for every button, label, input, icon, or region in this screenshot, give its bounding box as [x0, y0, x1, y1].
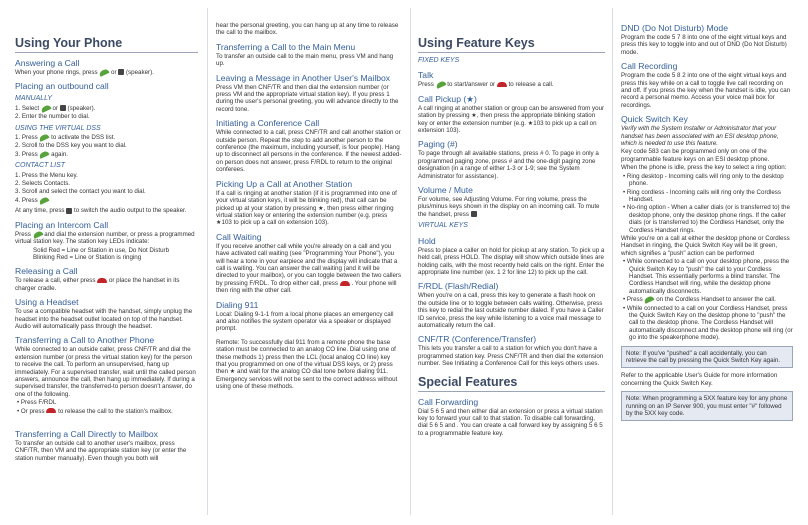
column-4 [621, 22, 793, 425]
talk-text: Press to start/answer or to release a call. [418, 81, 554, 89]
intercom-text: Press and dial the extension number, or press a programmed virtual station key. The station key LEDs indicate: [15, 230, 195, 246]
leaving-message-text: Press VM then CNF/TR and then dial the extension number (or press VM and the appropriate virtual station key). If you press 1 during the user's personal greeting, you will advance directly to the record tone. [216, 83, 399, 113]
call-recording-text: Program the code 5 8 2 into one of the eight virtual keys and press this key while on a call to toggle live call recording on and off. If you press the key when the handset is idle, you can record a personal memo. Access your voice mail box for recordings. [621, 72, 791, 109]
conference-text: While connected to a call, press CNF/TR and call another station or outside person. Repeat the step to add another person to the conference (the maximum, including yourself, is four people). Hang up to disconnect all persons in the conference. If the newest added-on person does not answer, press F/RDL to return to the original conferees. [216, 129, 402, 174]
subheading-contact-list: CONTACT LIST [15, 162, 66, 170]
subheading-virtual-dss: USING THE VIRTUAL DSS [15, 124, 101, 132]
quick-switch-push-to-cordless: • While connected to a call on your desktop phone, press the Quick Switch Key to "push" the call to your Cordless Handset. This essentially performs a blind transfer. The Cordless Handset will ring, while the desktop phone automatically disconnects. [621, 258, 793, 295]
heading-leaving-message: Leaving a Message in Another User's Mailbox [216, 72, 391, 83]
dss-step-3: 3. Press again. [15, 150, 69, 158]
heading-paging: Paging (#) [418, 139, 458, 150]
section-title-special-features: Special Features [418, 374, 518, 389]
mute-icon [471, 211, 477, 217]
dialing-911-local: Local: Dialing 9-1-1 from a local phone places an emergency call and also notifies the system operator via a speaker or displayed prompt. [216, 310, 394, 333]
quick-switch-ring-cordless: • Ring cordless - Incoming calls will ring only the Cordless Handset. [621, 189, 793, 204]
quick-switch-answer: • Press on the Cordless Handset to answer the call. [621, 296, 793, 303]
subheading-manually: MANUALLY [15, 95, 53, 103]
heading-dnd: DND (Do Not Disturb) Mode [621, 23, 728, 33]
talk-icon [39, 133, 50, 142]
led-blinking-red: Blinking Red = Line or Station is ringing [33, 253, 142, 261]
led-solid-red: Solid Red = Line or Station in use, Do Not Disturb [33, 246, 170, 254]
contact-step-3: 3. Scroll and select the contact you want to dial. [15, 188, 146, 196]
quick-switch-idle: When the phone is idle, press the key to select a ring option: [621, 164, 787, 172]
column-divider [410, 8, 411, 515]
heading-call-recording: Call Recording [621, 61, 678, 72]
talk-icon [99, 68, 110, 77]
call-waiting-text: If you receive another call while you're already on a call and you have activated call waiting (see "Programming Your Phone"), you will hear a tone in your earpiece and the display will indicate that a call is waiting. You can answer the call waiting (and it will be directed to your mailbox), or you can toggle between the two callers by pressing F/RDL. To drop either call, press . Your phone will then ring with the other call. [216, 242, 402, 295]
section-title-using-your-phone: Using Your Phone [15, 36, 123, 50]
heading-releasing: Releasing a Call [15, 266, 78, 277]
talk-icon [39, 150, 50, 159]
note-ip-server-900: Note: When programming a 5XX feature key for any phone running on an IP Server 900, you must enter "#" followed by the 5XX key code. [621, 391, 793, 421]
column-divider [207, 8, 208, 515]
end-call-icon [497, 82, 507, 87]
quick-switch-no-ring: • No-ring option - When a caller dials (or is transferred to) the desktop phone, only the desktop phone rings. If the caller dials (or is transferred to) the Cordless Handset, only the Cordless Handset rings. [621, 204, 793, 234]
releasing-text: To release a call, either press or place the handset in its charger cradle. [15, 277, 180, 292]
quick-switch-while: While you're on a call at either the desktop phone or Cordless Handset in ringing, the Quick Switch Key will be lit green, which signifies a "push" action can be performed [621, 234, 790, 257]
transfer-bullet-frdl: • Press F/RDL [15, 399, 198, 406]
quick-switch-push-to-desktop: • While connected to a call on your Cordless Handset, press the Quick Switch Key on the desktop phone to "push" the call to the desktop phone. The Cordless Handset will automatically disconnect and the desktop phone will ring (or go into the speakerphone mode). [621, 305, 793, 342]
speaker-icon [66, 208, 72, 214]
hold-text: Press to place a caller on hold for pickup at any station. To pick up a held call, press HOLD. The display will show which outside lines are holding calls, with the most recently held calls on the right. Enter the appropriate line number (ex. 1 2 for line 12) to pick up the call. [418, 246, 605, 276]
dss-step-2: 2. Scroll to the DSS key you want to dial. [15, 142, 127, 150]
dnd-text: Program the code 5 7 8 into one of the eight virtual keys and press this key to toggle into and out of DND (Do Not Disturb) mode. [621, 34, 787, 56]
paging-text: To page through all available stations, press # 0. To page in only a programmed paging zone, press # and the one-digit paging zone designation (in a range of either 1-3 or 1-9; see the System Administrator for assistance). [418, 150, 599, 180]
contact-step-2: 2. Selects Contacts. [15, 180, 71, 188]
heading-call-forwarding: Call Forwarding [418, 396, 479, 407]
pickup-another-text: If a call is ringing at another station (if it is programmed into one of your virtual station keys, it will be blinking red), that call can be picked up at your station by pressing ★, then press either ringing virtual station key or entering the extension number (e.g. press ★103 to pick up a call on extension 103). [216, 189, 397, 227]
quick-switch-key-code: Key code 583 can be programmed only on one of the programmable feature keys on an ESI desktop phone. [621, 148, 770, 163]
quick-switch-ring-desktop: • Ring desktop - Incoming calls will ring only to the desktop phone. [621, 173, 793, 188]
speaker-icon [118, 69, 124, 75]
transfer-bullet-release: • Or press to release the call to the station's mailbox. [15, 408, 198, 415]
column-3 [418, 30, 605, 438]
heading-dialing-911: Dialing 911 [216, 299, 259, 310]
heading-headset: Using a Headset [15, 297, 79, 308]
heading-intercom: Placing an Intercom Call [15, 219, 109, 230]
heading-pickup-another: Picking Up a Call at Another Station [216, 178, 353, 189]
title-rule [418, 391, 605, 392]
end-call-icon [340, 281, 350, 286]
column-2 [216, 22, 402, 392]
heading-mailbox: Transferring a Call Directly to Mailbox [15, 429, 158, 439]
heading-hold: Hold [418, 235, 436, 246]
contact-step-1: 1. Press the Menu key. [15, 171, 78, 179]
subheading-fixed-keys: FIXED KEYS [418, 57, 460, 64]
heading-cnftr: CNF/TR (Conference/Transfer) [418, 334, 537, 345]
transfer-text: While connected to an outside caller, press CNF/TR and dial the extension number (or press the virtual station key) for the person to receive the call. To perform an unsupervised, hang up immediately. For a supervised transfer, wait until the called person answers, announce the call, then hang up immediately. If during a supervised transfer, the transferred-to person doesn't answer, do one of the following. [15, 346, 196, 398]
heading-conference: Initiating a Conference Call [216, 118, 320, 129]
mailbox-text: To transfer an outside call to another user's mailbox, press CNF/TR, then VM and the appropriate station key (or enter the station number manually). Even though you both will [15, 440, 187, 462]
talk-icon [435, 80, 446, 89]
volume-text: For volume, see Adjusting Volume. For ring volume, press the plus/minus keys shown in the display on an incoming call. To mute the handset, press [418, 196, 600, 218]
heading-main-menu: Transferring a Call to the Main Menu [216, 41, 356, 52]
end-call-icon [46, 408, 56, 413]
heading-answering: Answering a Call [15, 58, 80, 68]
subheading-virtual-keys: VIRTUAL KEYS [418, 222, 468, 230]
contact-step-4: 4. Press [15, 197, 198, 204]
frdl-text: When you're on a call, press this key to generate a flash hook on the outside line or to toggle between calls waiting. Otherwise, press this key to redial the last outside number dialed. If you have a Caller ID service, press the key while listening to a voice mail message to automatically return the call. [418, 292, 604, 329]
manual-step-2: 2. Enter the number to dial. [15, 113, 90, 121]
quick-switch-verify: Verify with the System Installer or Administrator that your handset has been associated with an ESI desktop phone, which is needed to use this feature. [621, 125, 779, 148]
section-title-feature-keys: Using Feature Keys [418, 36, 535, 50]
column-divider [612, 8, 613, 515]
end-call-icon [97, 278, 107, 283]
heading-volume: Volume / Mute [418, 185, 473, 196]
heading-quick-switch: Quick Switch Key [621, 114, 688, 125]
heading-frdl: F/RDL (Flash/Redial) [418, 281, 499, 292]
speaker-icon [60, 105, 66, 111]
cnftr-text: This lets you transfer a call to a station for which you don't have a programmed station key. Press CNF/TR and then dial the extension number. See Initiating a Conference Call for this keys others uses. [418, 345, 604, 368]
heading-call-waiting: Call Waiting [216, 231, 262, 242]
refer-users-guide: Refer to the applicable User's Guide for more information concerning the Quick Switch Key. [621, 372, 778, 387]
call-pickup-text: A call ringing at another station or group can be answered from your station by pressing ★, then press the appropriate blinking station key or enter the extension number (e.g. ★103 to pick up a call on extension 103). [418, 104, 605, 135]
heading-outbound: Placing an outbound call [15, 81, 109, 92]
talk-icon [40, 104, 51, 113]
heading-transfer: Transferring a Call to Another Phone [15, 335, 155, 346]
dialing-911-remote: Remote: To successfully dial 911 from a remote phone the base station must be connected to an analog CO line. Dial using one of these methods 1) press then the LCL (local analog CO line) key that you programmed on one of the virtual DSS keys, or 2) press then ★ and wait for the analog CO dial tone before dialing 911. Emergency services will not be sent to the correct address without using one of these methods. [216, 338, 398, 391]
note-pushed-accidentally: Note: If you've "pushed" a call accidentally, you can retrieve the call by pressing the Quick Switch Key again. [621, 346, 793, 369]
manual-step-1: 1. Select or (speaker). [15, 104, 96, 112]
main-menu-text: To transfer an outside call to the main menu, press VM and hang up. [216, 52, 394, 68]
talk-icon [644, 295, 655, 304]
headset-text: To use a compatible headset with the handset, simply unplug the headset into the headset outlet located on top of the handset. Audio will automatically pass through the headset. [15, 308, 193, 330]
column-1 [15, 30, 198, 463]
title-rule [15, 52, 198, 53]
call-forwarding-text: Dial 5 6 5 and then either dial an extension or press a virtual station key to forward your call to that station. To disable call forwarding, dial 5 6 5 and . You can create a call forward key by assigning 5 6 5 to a programmable feature key. [418, 407, 603, 437]
answering-text: When your phone rings, press or (speaker). [15, 69, 154, 76]
mailbox-continued: hear the personal greeting, you can hang up at any time to release the call to the mailbox. [216, 22, 399, 37]
dss-step-1: 1. Press to activate the DSS list. [15, 134, 116, 142]
title-rule [418, 52, 605, 53]
heading-talk: Talk [418, 70, 434, 81]
heading-call-pickup: Call Pickup (★) [418, 93, 477, 104]
talk-icon [39, 196, 50, 205]
speaker-switch-text: At any time, press to switch the audio output to the speaker. [15, 207, 187, 215]
